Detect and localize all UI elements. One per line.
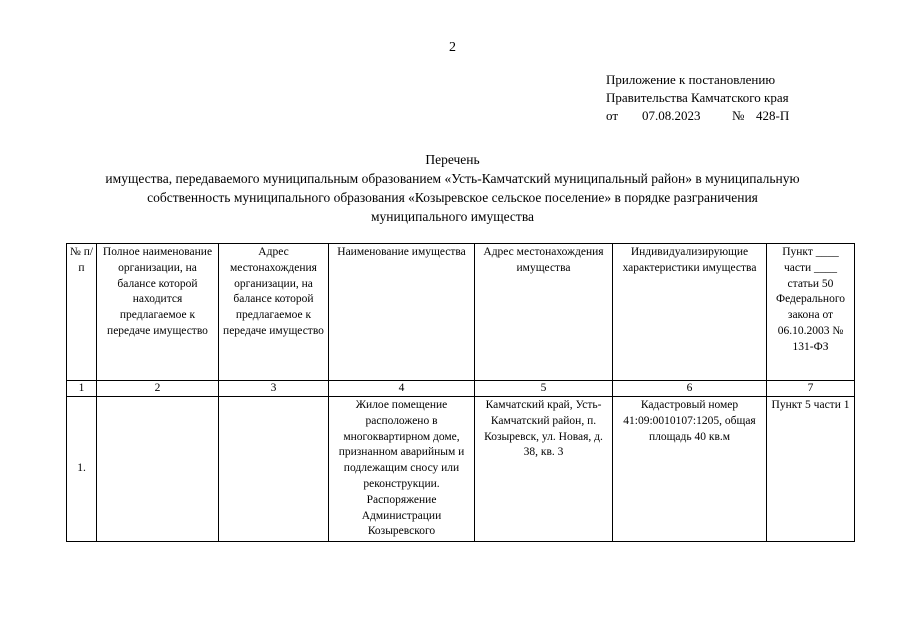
appendix-block <box>606 71 789 125</box>
column-number: 6 <box>613 381 767 397</box>
page-number: 2 <box>449 40 456 55</box>
appendix-date-row <box>606 107 789 125</box>
title-line3: муниципального имущества <box>370 209 535 224</box>
header-cell-num: № п/п <box>67 244 97 381</box>
table-row <box>67 397 855 542</box>
appendix-line1: Приложение к постановлению <box>606 72 776 87</box>
row-org-name-cell <box>97 397 219 542</box>
column-number: 7 <box>767 381 855 397</box>
row-property-name-cell: Жилое помещение расположено в многоквартирном доме, признанном аварийным и подлежащим сносу или реконструкции. Распоряжение Администрации Козыревского <box>329 397 475 542</box>
title-heading: Перечень <box>425 152 480 167</box>
row-characteristics-cell: Кадастровый номер 41:09:0010107:1205, общая площадь 40 кв.м <box>613 397 767 542</box>
header-cell-org-address: Адрес местонахождения организации, на балансе которой предлагаемое к передаче имущество <box>219 244 329 381</box>
header-cell-law-point: Пункт ____ части ____ статьи 50 Федерального закона от 06.10.2003 № 131-ФЗ <box>767 244 855 381</box>
appendix-number-label: № <box>732 108 745 123</box>
header-cell-property-name: Наименование имущества <box>329 244 475 381</box>
header-cell-characteristics: Индивидуализирующие характеристики имущества <box>613 244 767 381</box>
table-header-row <box>67 244 855 381</box>
column-number: 1 <box>67 381 97 397</box>
row-num-cell: 1. <box>67 397 97 542</box>
header-cell-property-address: Адрес местонахождения имущества <box>475 244 613 381</box>
column-number: 4 <box>329 381 475 397</box>
title-line2: собственность муниципального образования «Козыревское сельское поселение» в порядке разграничения <box>147 190 758 205</box>
row-law-point-cell: Пункт 5 части 1 <box>767 397 855 542</box>
title-line1: имущества, передаваемого муниципальным образованием «Усть-Камчатский муниципальный район» в муниципальную <box>105 171 800 186</box>
header-cell-org-name: Полное наименование организации, на балансе которой находится предлагаемое к передаче имущество <box>97 244 219 381</box>
row-property-address-cell: Камчатский край, Усть-Камчатский район, п. Козыревск, ул. Новая, д. 38, кв. 3 <box>475 397 613 542</box>
appendix-line2: Правительства Камчатского края <box>606 90 789 105</box>
appendix-number: 428-П <box>756 108 790 123</box>
column-number-row <box>67 381 855 397</box>
column-number: 3 <box>219 381 329 397</box>
property-table <box>66 243 855 542</box>
column-number: 5 <box>475 381 613 397</box>
appendix-date: 07.08.2023 <box>642 108 701 123</box>
document-title <box>40 150 865 226</box>
row-org-address-cell <box>219 397 329 542</box>
appendix-from-label: от <box>606 108 619 123</box>
column-number: 2 <box>97 381 219 397</box>
